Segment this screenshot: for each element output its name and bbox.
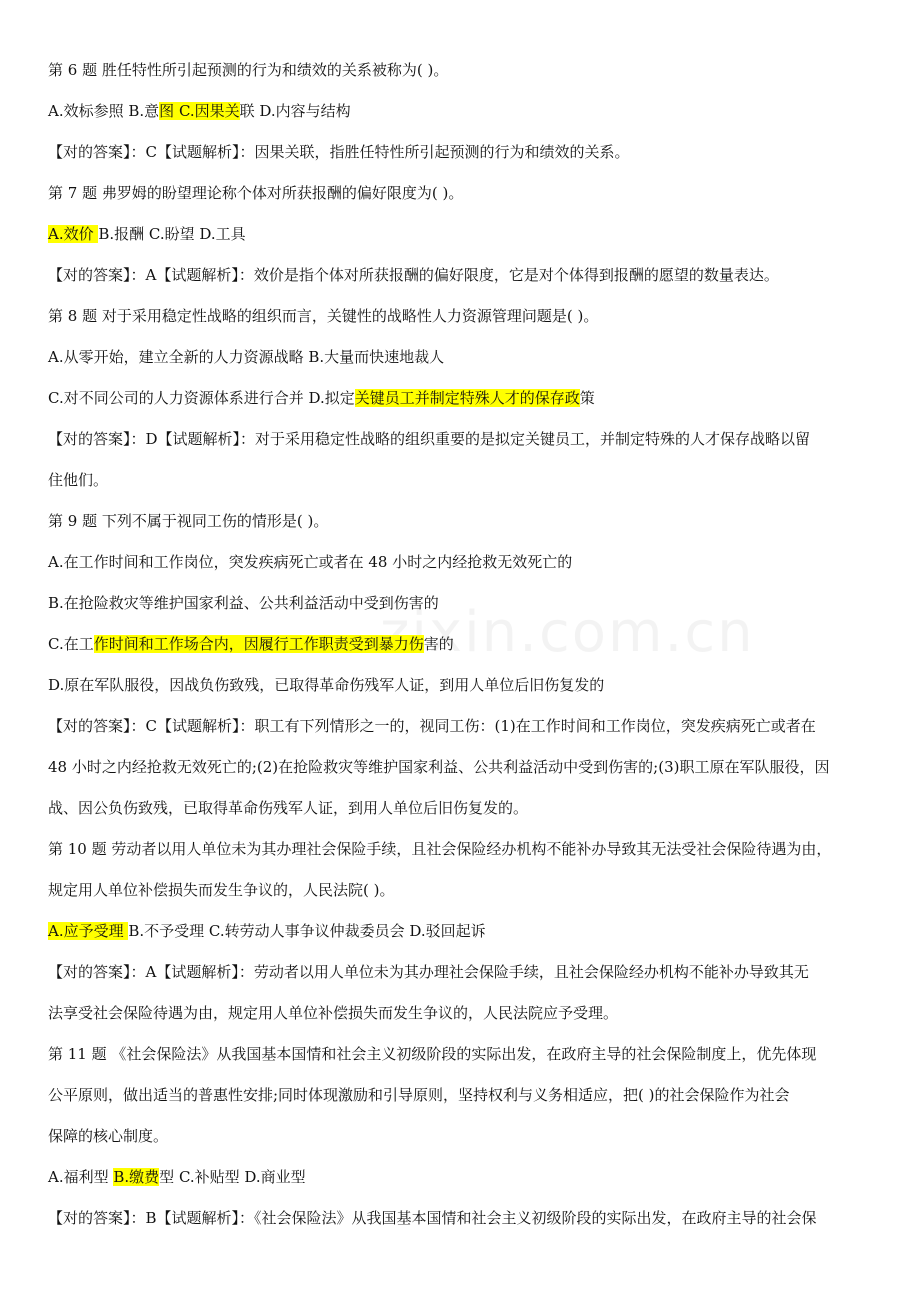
option-text: 害的 — [423, 635, 454, 653]
question-10-answer: 【对的答案】：A【试题解析】：劳动者以用人单位未为其办理社会保险手续，且社会保险经办机构不能补办导致其无 — [48, 963, 809, 981]
question-6-options — [48, 101, 878, 121]
question-8-options-2 — [48, 388, 878, 408]
option-text: A.效标参照 B.意 — [48, 102, 160, 120]
question-11-options — [48, 1167, 878, 1187]
highlighted-text: A.应予受理 — [48, 922, 129, 940]
question-8-answer-cont: 住他们。 — [48, 471, 109, 489]
option-text: 型 C.补贴型 D.商业型 — [159, 1168, 306, 1186]
question-7-options — [48, 224, 878, 244]
option-text: 联 D.内容与结构 — [239, 102, 351, 120]
question-10-answer-cont: 法享受社会保险待遇为由，规定用人单位补偿损失而发生争议的，人民法院应予受理。 — [48, 1004, 619, 1022]
question-11-answer: 【对的答案】：B【试题解析】：《社会保险法》从我国基本国情和社会主义初级阶段的实际出发，在政府主导的社会保 — [48, 1209, 817, 1227]
question-11-stem: 第 11 题 《社会保险法》从我国基本国情和社会主义初级阶段的实际出发，在政府主导的社会保险制度上，优先体现 — [48, 1045, 817, 1063]
option-text: B.不予受理 C.转劳动人事争议仲裁委员会 D.驳回起诉 — [128, 922, 486, 940]
option-text: C.对不同公司的人力资源体系进行合并 D.拟定 — [48, 389, 355, 407]
question-6-stem: 第 6 题 胜任特性所引起预测的行为和绩效的关系被称为( )。 — [48, 61, 449, 79]
highlighted-text: B.缴费 — [113, 1168, 160, 1186]
question-9-stem: 第 9 题 下列不属于视同工伤的情形是( )。 — [48, 512, 329, 530]
question-9-answer-cont: 48 小时之内经抢救无效死亡的;(2)在抢险救灾等维护国家利益、公共利益活动中受到伤害的;(3)职工原在军队服役，因 — [48, 758, 830, 776]
question-8-stem: 第 8 题 对于采用稳定性战略的组织而言，关键性的战略性人力资源管理问题是( )。 — [48, 307, 599, 325]
question-11-stem-cont: 保障的核心制度。 — [48, 1127, 169, 1145]
question-9-option-d: D.原在军队服役，因战负伤致残，已取得革命伤残军人证，到用人单位后旧伤复发的 — [48, 676, 605, 694]
highlighted-text: 图 C.因果关 — [159, 102, 240, 120]
option-text: 策 — [579, 389, 595, 407]
question-8-answer: 【对的答案】：D【试题解析】：对于采用稳定性战略的组织重要的是拟定关键员工，并制定特殊的人才保存战略以留 — [48, 430, 811, 448]
highlighted-text: 作时间和工作场合内，因履行工作职责受到暴力伤 — [93, 635, 424, 653]
question-7-stem: 第 7 题 弗罗姆的盼望理论称个体对所获报酬的偏好限度为( )。 — [48, 184, 464, 202]
question-6-answer: 【对的答案】：C【试题解析】：因果关联，指胜任特性所引起预测的行为和绩效的关系。 — [48, 143, 630, 161]
option-text: B.报酬 C.盼望 D.工具 — [98, 225, 246, 243]
question-9-option-b: B.在抢险救灾等维护国家利益、公共利益活动中受到伤害的 — [48, 594, 439, 612]
question-10-options — [48, 921, 878, 941]
question-10-stem-cont: 规定用人单位补偿损失而发生争议的，人民法院( )。 — [48, 881, 395, 899]
question-9-answer: 【对的答案】：C【试题解析】：职工有下列情形之一的，视同工伤：(1)在工作时间和工作岗位，突发疾病死亡或者在 — [48, 717, 816, 735]
option-text: A.福利型 — [48, 1168, 114, 1186]
question-11-stem-cont: 公平原则，做出适当的普惠性安排;同时体现激励和引导原则，坚持权利与义务相适应，把( )的社会保险作为社会 — [48, 1086, 790, 1104]
question-9-option-a: A.在工作时间和工作岗位，突发疾病死亡或者在 48 小时之内经抢救无效死亡的 — [48, 553, 573, 571]
highlighted-text: A.效价 — [48, 225, 99, 243]
question-8-options-1: A.从零开始，建立全新的人力资源战略 B.大量而快速地裁人 — [48, 348, 445, 366]
question-7-answer: 【对的答案】：A【试题解析】：效价是指个体对所获报酬的偏好限度，它是对个体得到报酬的愿望的数量表达。 — [48, 266, 779, 284]
highlighted-text: 关键员工并制定特殊人才的保存政 — [354, 389, 580, 407]
option-text: C.在工 — [48, 635, 94, 653]
question-10-stem: 第 10 题 劳动者以用人单位未为其办理社会保险手续，且社会保险经办机构不能补办导致其无法受社会保险待遇为由， — [48, 840, 832, 858]
question-9-answer-cont: 战、因公负伤致残，已取得革命伤残军人证，到用人单位后旧伤复发的。 — [48, 799, 529, 817]
question-9-option-c — [48, 634, 878, 654]
